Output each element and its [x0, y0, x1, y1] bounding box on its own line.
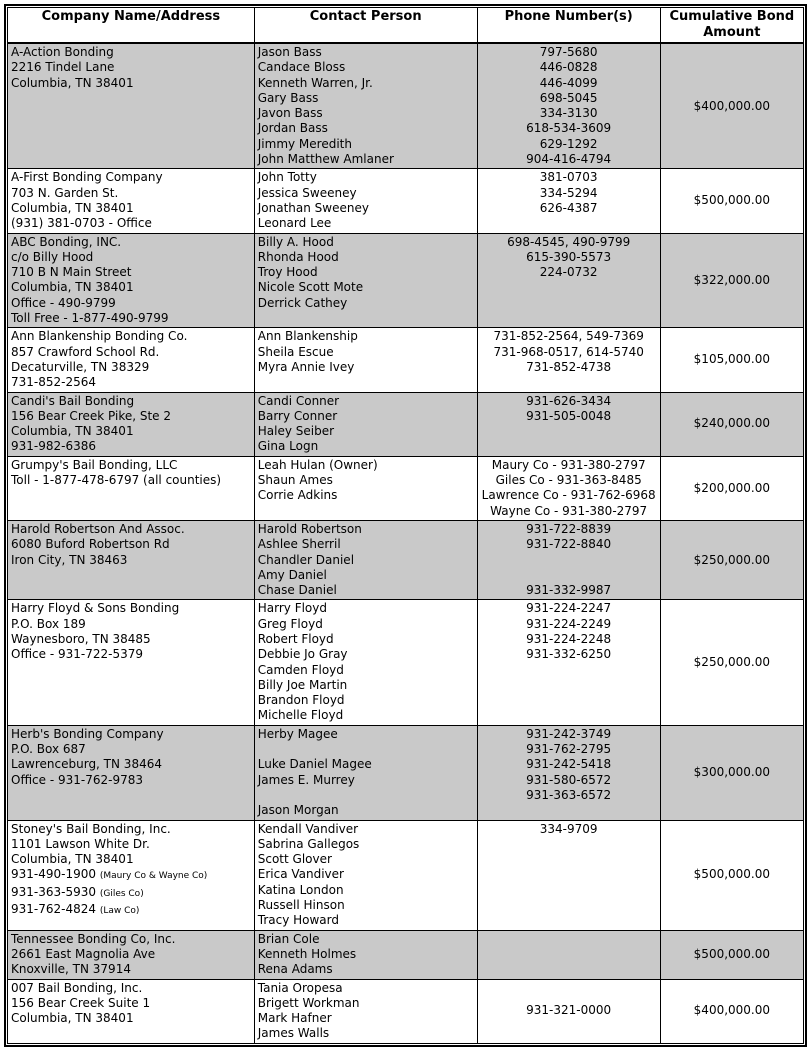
phone-cell — [477, 392, 660, 456]
cell-line: Candace Bloss — [257, 60, 346, 75]
table-row — [8, 456, 804, 520]
amount-cell: $500,000.00 — [660, 930, 803, 979]
cell-line: 224-0732 — [539, 265, 598, 280]
cell-line: Chase Daniel — [257, 583, 337, 598]
phone-cell — [477, 600, 660, 725]
cell-line: 731-968-0517, 614-5740 — [493, 344, 644, 359]
cell-line: A-Action Bonding — [11, 45, 114, 59]
company-cell — [8, 820, 255, 930]
cell-line: Shaun Ames — [257, 473, 333, 488]
company-cell — [8, 930, 255, 979]
amount-cell: $105,000.00 — [660, 328, 803, 392]
cell-line: 1101 Lawson White Dr. — [11, 836, 150, 851]
cell-line: Candi Conner — [257, 393, 340, 408]
cell-line: 446-4099 — [539, 75, 598, 90]
cell-line: 931-626-3434 — [526, 393, 612, 408]
header-amount: Cumulative Bond Amount — [660, 8, 803, 44]
cell-line: Mark Hafner — [257, 1011, 332, 1026]
cell-line: Herb's Bonding Company — [11, 726, 164, 741]
amount-cell: $500,000.00 — [660, 820, 803, 930]
company-cell — [8, 43, 255, 169]
cell-line: John Totty — [257, 170, 317, 185]
cell-line: Harry Floyd — [257, 601, 327, 616]
contact-cell — [254, 456, 477, 520]
cell-line: 698-4545, 490-9799 — [507, 234, 631, 249]
cell-line: Office - 931-722-5379 — [11, 647, 143, 662]
phone-cell — [477, 820, 660, 930]
cell-line: 931-722-8840 — [526, 537, 612, 552]
cell-line — [481, 568, 657, 583]
cell-line: Robert Floyd — [257, 631, 334, 646]
cell-line: 931-363-5930 (Giles Co) — [11, 884, 144, 899]
contact-cell — [254, 820, 477, 930]
cell-line: 931-505-0048 — [526, 408, 612, 423]
table-row — [8, 979, 804, 1043]
cell-line: ABC Bonding, INC. — [11, 234, 122, 249]
cell-line: Derrick Cathey — [257, 295, 348, 310]
header-row — [8, 8, 804, 44]
cell-line: Office - 931-762-9783 — [11, 772, 143, 787]
cell-line: 731-852-4738 — [526, 359, 612, 374]
amount-cell: $322,000.00 — [660, 233, 803, 328]
cell-line: 931-982-6386 — [11, 439, 97, 454]
phone-cell — [477, 328, 660, 392]
cell-line: 931-224-2249 — [526, 616, 612, 631]
cell-line: 931-242-3749 — [526, 726, 612, 741]
contact-cell — [254, 233, 477, 328]
cell-line: 931-490-1900 (Maury Co & Wayne Co) — [11, 867, 208, 882]
cell-line: c/o Billy Hood — [11, 249, 94, 264]
cell-line: 2216 Tindel Lane — [11, 60, 115, 75]
table-row — [8, 392, 804, 456]
cell-line: 698-5045 — [539, 90, 598, 105]
cell-line: Amy Daniel — [257, 567, 327, 582]
cell-line: Leah Hulan (Owner) — [257, 457, 378, 472]
cell-line: Haley Seiber — [257, 424, 335, 439]
cell-line: 931-224-2248 — [526, 631, 612, 646]
contact-cell — [254, 520, 477, 599]
cell-line: Brigett Workman — [257, 995, 360, 1010]
cell-line: Jessica Sweeney — [257, 185, 357, 200]
contact-cell — [254, 930, 477, 979]
cell-line: Harold Robertson And Assoc. — [11, 521, 185, 536]
cell-line: 731-852-2564, 549-7369 — [493, 329, 644, 344]
contact-cell — [254, 600, 477, 725]
cell-line: Billy Joe Martin — [257, 677, 348, 692]
cell-line: 2661 East Magnolia Ave — [11, 946, 156, 961]
cell-line: 931-762-2795 — [526, 742, 612, 757]
cell-line: Billy A. Hood — [257, 234, 334, 249]
contact-cell — [254, 979, 477, 1043]
cell-line: Jonathan Sweeney — [257, 200, 369, 215]
table-row — [8, 820, 804, 930]
cell-line: Grumpy's Bail Bonding, LLC — [11, 457, 178, 472]
cell-line: Rena Adams — [257, 962, 333, 977]
cell-line: Harry Floyd & Sons Bonding — [11, 601, 180, 616]
cell-line: Stoney's Bail Bonding, Inc. — [11, 821, 171, 836]
amount-cell: $250,000.00 — [660, 520, 803, 599]
contact-cell — [254, 725, 477, 820]
amount-cell: $250,000.00 — [660, 600, 803, 725]
cell-line: Jordan Bass — [257, 121, 328, 136]
cell-line: Toll Free - 1-877-490-9799 — [11, 311, 169, 326]
header-phone: Phone Number(s) — [477, 8, 660, 44]
cell-line: Sheila Escue — [257, 344, 334, 359]
cell-line: Michelle Floyd — [257, 708, 344, 723]
cell-line: Harold Robertson — [257, 521, 362, 536]
amount-cell: $500,000.00 — [660, 169, 803, 233]
cell-line: Waynesboro, TN 38485 — [11, 631, 151, 646]
cell-line: Herby Magee — [257, 726, 338, 741]
contact-cell — [254, 392, 477, 456]
table-body — [8, 43, 804, 1043]
cell-line: Corrie Adkins — [257, 488, 338, 503]
cell-line: Jason Bass — [257, 45, 322, 59]
cell-line: Ashlee Sherril — [257, 537, 341, 552]
cell-line: Lawrenceburg, TN 38464 — [11, 757, 162, 772]
contact-cell — [254, 169, 477, 233]
cell-line: 931-722-8839 — [526, 521, 612, 536]
cell-line: Scott Glover — [257, 852, 332, 867]
contact-cell — [254, 328, 477, 392]
cell-line: Leonard Lee — [257, 216, 332, 231]
cell-line: 904-416-4794 — [526, 152, 612, 167]
table-row — [8, 169, 804, 233]
cell-line — [258, 742, 474, 757]
cell-line: 931-332-9987 — [526, 583, 612, 598]
cell-line: Erica Vandiver — [257, 867, 344, 882]
phone-cell — [477, 520, 660, 599]
table-header — [8, 8, 804, 44]
amount-cell: $200,000.00 — [660, 456, 803, 520]
cell-line: 703 N. Garden St. — [11, 185, 119, 200]
cell-line: 446-0828 — [539, 60, 598, 75]
cell-line: Brian Cole — [257, 931, 320, 946]
company-cell — [8, 456, 255, 520]
cell-line: 731-852-2564 — [11, 375, 97, 390]
cell-line: Candi's Bail Bonding — [11, 393, 135, 408]
company-cell — [8, 392, 255, 456]
cell-line: P.O. Box 189 — [11, 616, 86, 631]
cell-line: Greg Floyd — [257, 616, 323, 631]
header-company: Company Name/Address — [8, 8, 255, 44]
cell-line: Chandler Daniel — [257, 552, 355, 567]
company-cell — [8, 725, 255, 820]
cell-line: Columbia, TN 38401 — [11, 75, 134, 90]
cell-line: Jason Morgan — [257, 803, 339, 818]
cell-line — [481, 553, 657, 568]
cell-line: Gina Logn — [257, 439, 319, 454]
cell-line: Columbia, TN 38401 — [11, 200, 134, 215]
cell-line: Russell Hinson — [257, 898, 345, 913]
cell-line: 931-224-2247 — [526, 601, 612, 616]
cell-line: 615-390-5573 — [526, 249, 612, 264]
cell-line: Brandon Floyd — [257, 693, 345, 708]
cell-line: Camden Floyd — [257, 662, 344, 677]
company-cell — [8, 600, 255, 725]
cell-line: 334-5294 — [539, 185, 598, 200]
table-row — [8, 725, 804, 820]
cell-line: Columbia, TN 38401 — [11, 424, 134, 439]
cell-line: Kenneth Holmes — [257, 946, 357, 961]
cell-line: Gary Bass — [257, 90, 319, 105]
cell-line — [258, 788, 474, 803]
cell-line: Katina London — [257, 882, 344, 897]
cell-line: James E. Murrey — [257, 772, 355, 787]
cell-line: 007 Bail Bonding, Inc. — [11, 980, 143, 995]
cell-line: 931-332-6250 — [526, 647, 612, 662]
table-row — [8, 930, 804, 979]
cell-line: Columbia, TN 38401 — [11, 1011, 134, 1026]
cell-line: Decaturville, TN 38329 — [11, 359, 150, 374]
bonding-companies-table — [7, 7, 804, 1044]
table-row — [8, 520, 804, 599]
cell-line: Maury Co - 931-380-2797 — [491, 457, 646, 472]
cell-line: 6080 Buford Robertson Rd — [11, 537, 170, 552]
cell-line: 156 Bear Creek Pike, Ste 2 — [11, 408, 172, 423]
cell-line: Office - 490-9799 — [11, 295, 116, 310]
cell-line: P.O. Box 687 — [11, 742, 86, 757]
cell-line: Luke Daniel Magee — [257, 757, 372, 772]
cell-line: A-First Bonding Company — [11, 170, 163, 185]
company-cell — [8, 328, 255, 392]
cell-line: 334-3130 — [539, 106, 598, 121]
cell-line: John Matthew Amlaner — [257, 152, 394, 167]
cell-line: 931-242-5418 — [526, 757, 612, 772]
company-cell — [8, 979, 255, 1043]
cell-line: Knoxville, TN 37914 — [11, 962, 131, 977]
cell-line: 797-5680 — [539, 45, 598, 59]
phone-cell — [477, 725, 660, 820]
cell-line: Kenneth Warren, Jr. — [257, 75, 373, 90]
cell-line: Lawrence Co - 931-762-6968 — [481, 488, 656, 503]
company-cell — [8, 233, 255, 328]
cell-line: 931-762-4824 (Law Co) — [11, 902, 140, 917]
cell-line: 857 Crawford School Rd. — [11, 344, 160, 359]
cell-line: Nicole Scott Mote — [257, 280, 364, 295]
cell-line: Tracy Howard — [257, 913, 339, 928]
cell-line: Rhonda Hood — [257, 249, 339, 264]
header-contact: Contact Person — [254, 8, 477, 44]
table-row — [8, 43, 804, 169]
cell-line: Columbia, TN 38401 — [11, 280, 134, 295]
cell-line: 931-580-6572 — [526, 772, 612, 787]
cell-line: 334-9709 — [539, 821, 598, 836]
company-cell — [8, 169, 255, 233]
bonding-companies-table-frame — [4, 4, 807, 1047]
phone-cell — [477, 169, 660, 233]
cell-line: Javon Bass — [257, 106, 323, 121]
cell-line: Jimmy Meredith — [257, 136, 352, 151]
phone-cell — [477, 979, 660, 1043]
table-row — [8, 328, 804, 392]
cell-line: 156 Bear Creek Suite 1 — [11, 995, 151, 1010]
cell-line: (931) 381-0703 - Office — [11, 216, 152, 231]
phone-cell — [477, 930, 660, 979]
cell-line: Columbia, TN 38401 — [11, 852, 134, 867]
cell-line: Wayne Co - 931-380-2797 — [490, 503, 648, 518]
cell-line: James Walls — [257, 1026, 330, 1041]
cell-line: 618-534-3609 — [526, 121, 612, 136]
table-row — [8, 233, 804, 328]
cell-line: 626-4387 — [539, 200, 598, 215]
table-row — [8, 600, 804, 725]
amount-cell: $400,000.00 — [660, 979, 803, 1043]
cell-line: 931-363-6572 — [526, 787, 612, 802]
cell-line: Barry Conner — [257, 408, 338, 423]
phone-cell — [477, 43, 660, 169]
cell-line: Tennessee Bonding Co, Inc. — [11, 931, 176, 946]
contact-cell — [254, 43, 477, 169]
cell-line: Tania Oropesa — [257, 980, 343, 995]
cell-line: Sabrina Gallegos — [257, 836, 360, 851]
company-cell — [8, 520, 255, 599]
cell-line: Ann Blankenship Bonding Co. — [11, 329, 188, 344]
cell-line: Giles Co - 931-363-8485 — [495, 473, 642, 488]
cell-line: 381-0703 — [539, 170, 598, 185]
amount-cell: $300,000.00 — [660, 725, 803, 820]
cell-line: Troy Hood — [257, 265, 318, 280]
cell-line: Kendall Vandiver — [257, 821, 359, 836]
amount-cell: $240,000.00 — [660, 392, 803, 456]
amount-cell: $400,000.00 — [660, 43, 803, 169]
cell-line: Toll - 1-877-478-6797 (all counties) — [11, 473, 222, 488]
cell-line: 931-321-0000 — [526, 1003, 612, 1018]
cell-line: 710 B N Main Street — [11, 265, 132, 280]
cell-line: Debbie Jo Gray — [257, 647, 348, 662]
cell-line: Iron City, TN 38463 — [11, 552, 128, 567]
phone-cell — [477, 233, 660, 328]
phone-cell — [477, 456, 660, 520]
cell-line: Myra Annie Ivey — [257, 359, 355, 374]
cell-line: 629-1292 — [539, 136, 598, 151]
cell-line: Ann Blankenship — [257, 329, 358, 344]
